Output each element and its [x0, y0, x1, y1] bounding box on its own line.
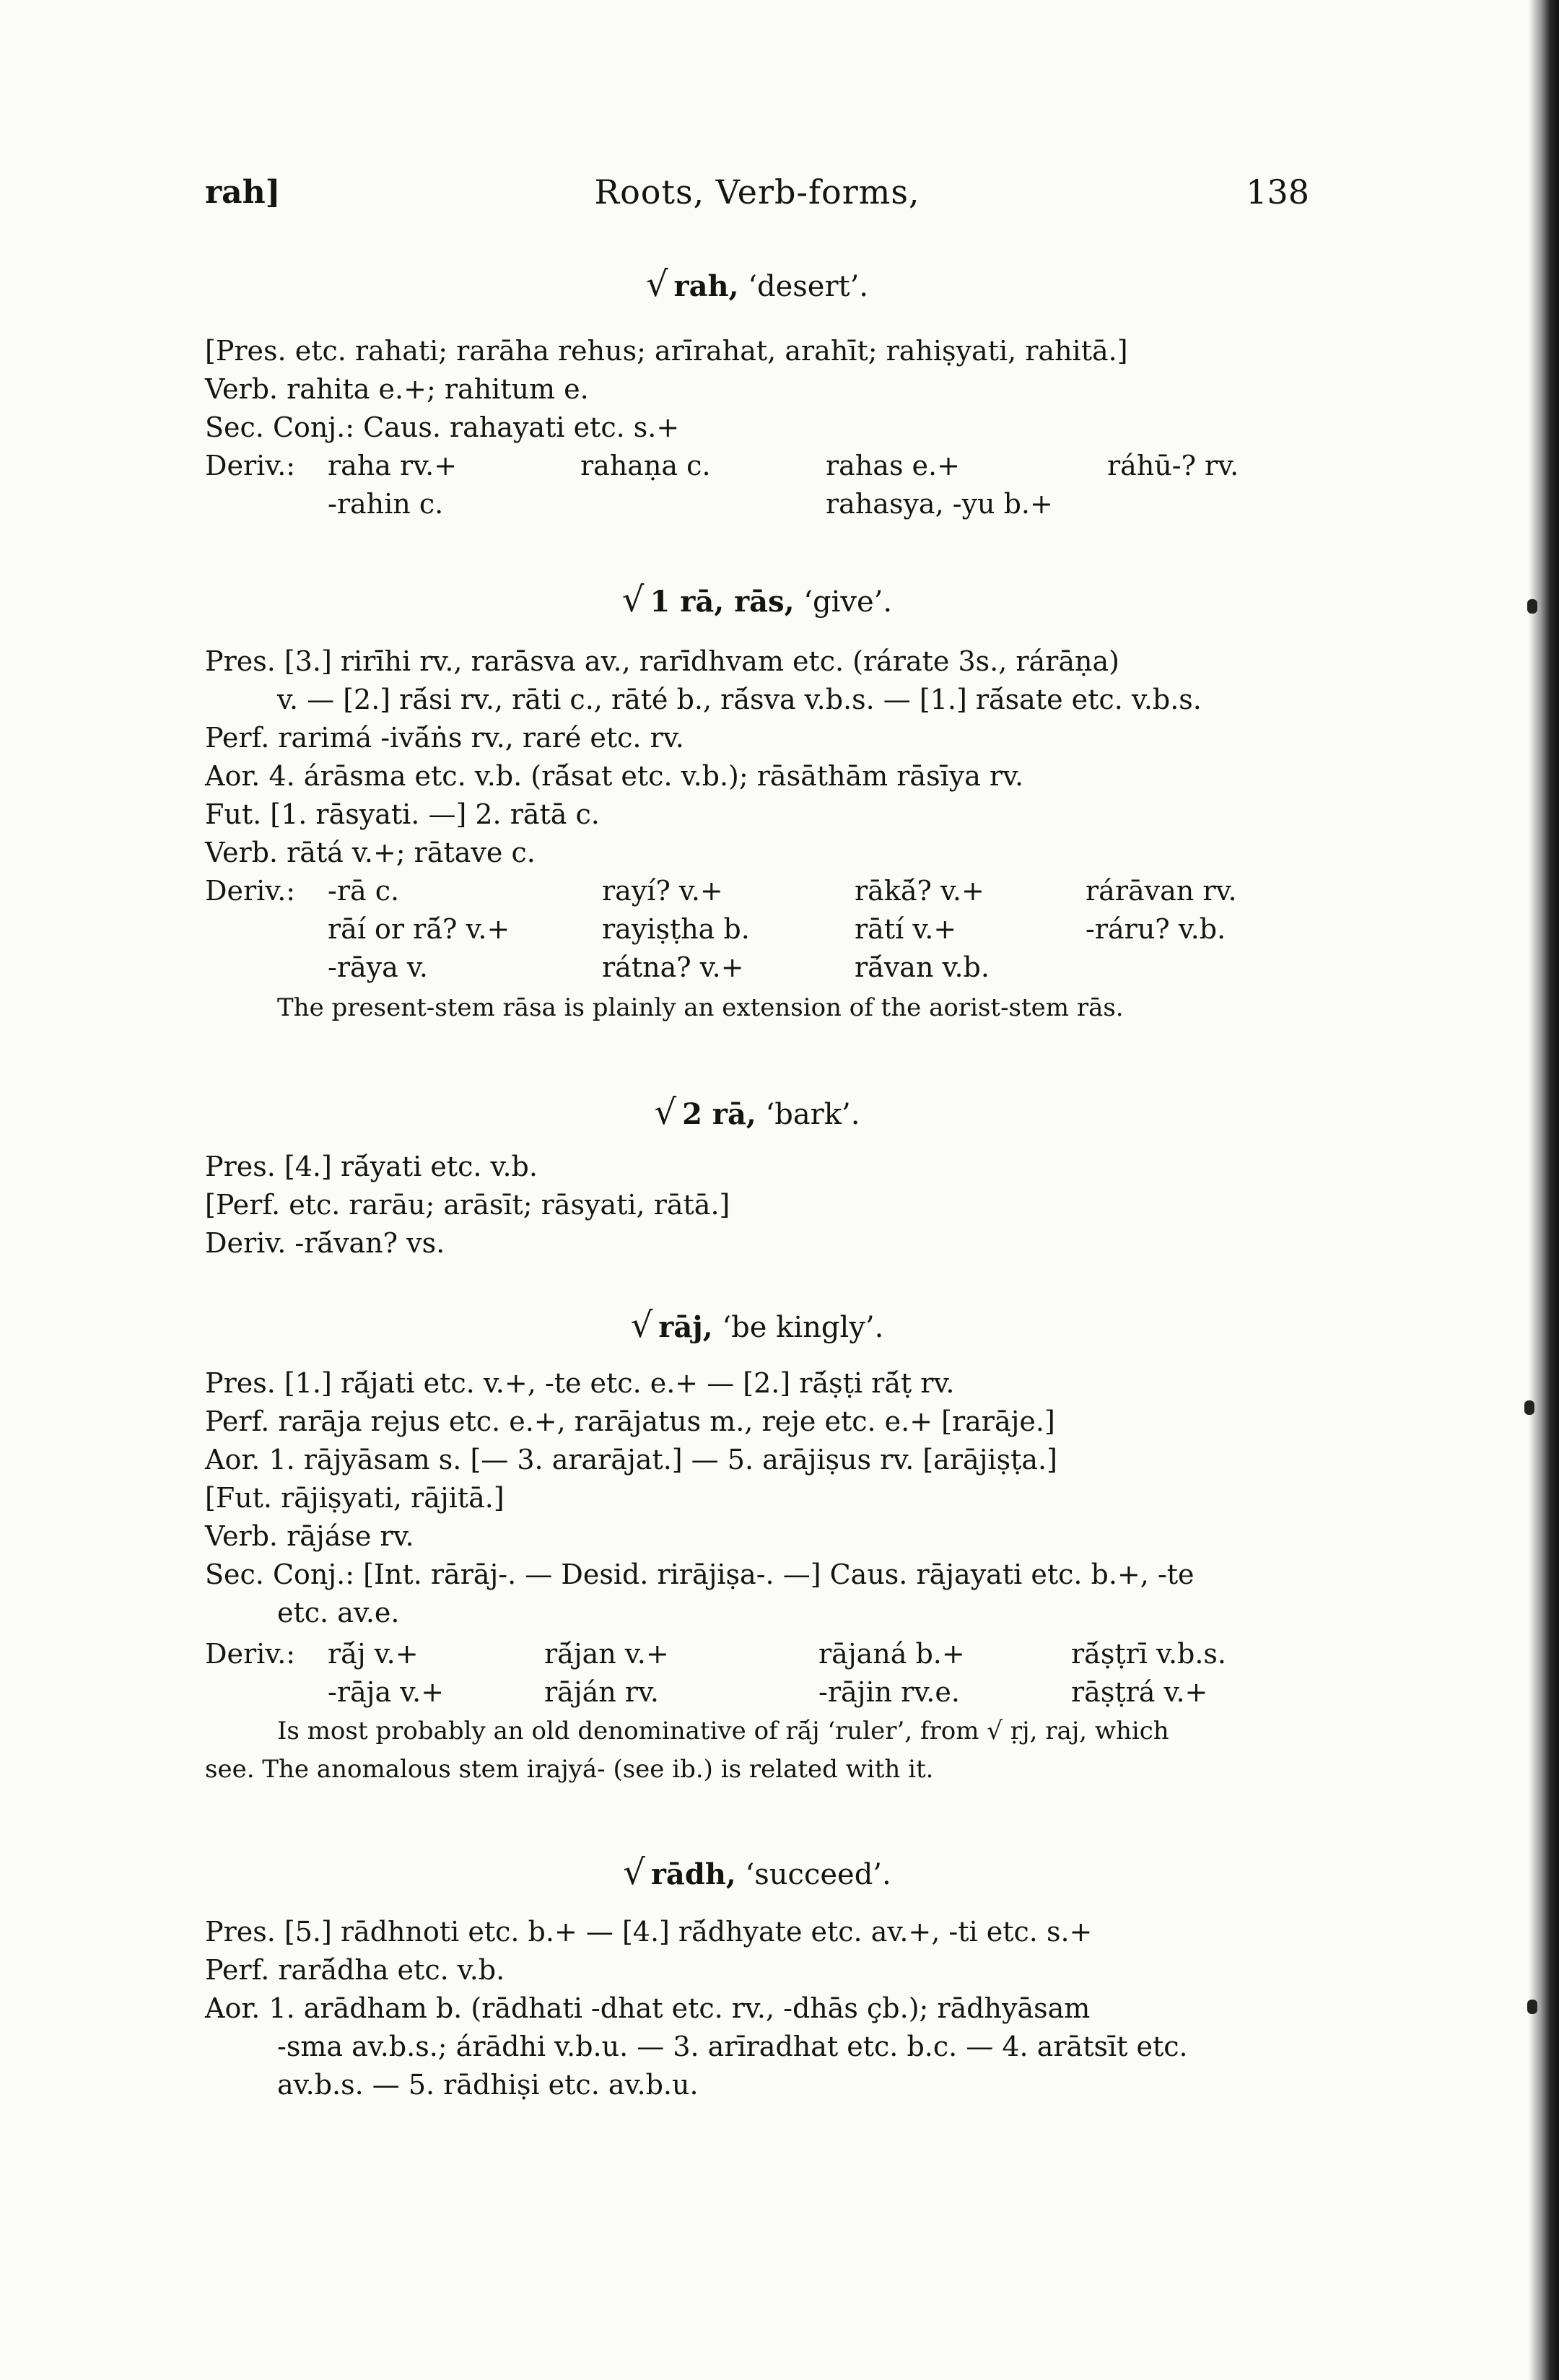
deriv-cell: raha rv.+ — [328, 450, 458, 481]
deriv-cell: rā́van v.b. — [855, 951, 990, 983]
running-header — [205, 173, 1309, 217]
entry-line: [Pres. etc. rahati; rarāha rehus; arīrahat, arahīt; rahiṣyati, rahitā.] — [205, 335, 1128, 367]
entry-line: Aor. 1. rājyāsam s. [— 3. ararājat.] — 5. arājiṣus rv. [arājiṣṭa.] — [205, 1444, 1057, 1475]
entry-note: The present-stem rāsa is plainly an extension of the aorist-stem rās. — [277, 993, 1124, 1022]
entry-body-radh — [205, 1913, 1316, 2104]
deriv-cell: rājaná b.+ — [818, 1638, 965, 1670]
deriv-row — [205, 872, 1316, 910]
deriv-cell: rárāvan rv. — [1086, 875, 1237, 907]
entry-heading-rah: √ rah, ‘desert’. — [645, 264, 869, 305]
root-sign-icon: √ — [645, 264, 668, 305]
deriv-cell: -rāja v.+ — [328, 1676, 445, 1708]
deriv-cell: rayiṣṭha b. — [602, 913, 750, 945]
binding-edge — [1529, 0, 1559, 2380]
entry-body-ra-give — [205, 642, 1316, 872]
deriv-cell: -rā c. — [328, 875, 400, 907]
deriv-row — [205, 949, 1316, 987]
entry-heading-radh: √ rādh, ‘succeed’. — [623, 1852, 891, 1893]
entry-line: Verb. rājáse rv. — [205, 1520, 414, 1552]
root-sign-icon: √ — [654, 1092, 677, 1133]
entry-line: Pres. [5.] rādhnoti etc. b.+ — [4.] rā́dhyate etc. av.+, -ti etc. s.+ — [205, 1916, 1093, 1948]
deriv-cell: rāí or rā́? v.+ — [328, 913, 510, 945]
derivatives-rah — [205, 447, 1316, 523]
entry-line: Sec. Conj.: [Int. rārāj-. — Desid. rirājiṣa-. —] Caus. rājayati etc. b.+, -te — [205, 1559, 1195, 1590]
deriv-cell: ráhū-? rv. — [1107, 450, 1239, 481]
root-sign-icon: √ — [623, 1852, 645, 1893]
deriv-label: Deriv.: — [205, 1638, 296, 1670]
scan-speck — [1527, 2000, 1537, 2014]
entry-heading-ra-bark: √ 2 rā, ‘bark’. — [654, 1092, 860, 1133]
deriv-cell: -rājin rv.e. — [818, 1676, 960, 1708]
deriv-cell: rahas e.+ — [826, 450, 960, 481]
deriv-cell: rahaṇa c. — [580, 450, 711, 481]
deriv-row — [205, 910, 1316, 949]
entry-note-line: see. The anomalous stem irajyá- (see ib.) is related with it. — [205, 1755, 934, 1784]
deriv-cell: rā́j v.+ — [328, 1638, 419, 1670]
root-sign-icon: √ — [621, 580, 645, 620]
entry-heading-raj: √ rāj, ‘be kingly’. — [630, 1305, 884, 1346]
deriv-cell: rátna? v.+ — [602, 951, 744, 983]
deriv-cell: -ráru? v.b. — [1086, 913, 1226, 945]
entry-line: Verb. rahita e.+; rahitum e. — [205, 373, 589, 405]
entry-line: Deriv. -rā́van? vs. — [205, 1227, 445, 1259]
deriv-label: Deriv.: — [205, 875, 296, 907]
deriv-row — [205, 1673, 1316, 1712]
deriv-cell: rahasya, -yu b.+ — [826, 488, 1053, 520]
deriv-cell: rātí v.+ — [855, 913, 957, 945]
derivatives-raj — [205, 1635, 1316, 1712]
deriv-cell: rāján rv. — [544, 1676, 660, 1708]
deriv-cell: rākā́? v.+ — [855, 875, 984, 907]
deriv-label: Deriv.: — [205, 450, 296, 481]
root-sign-icon: √ — [630, 1305, 653, 1346]
entry-line: Aor. 4. árāsma etc. v.b. (rā́sat etc. v.b.); rāsāthām rāsīya rv. — [205, 760, 1024, 792]
entry-body-rah — [205, 332, 1316, 447]
scan-speck — [1527, 599, 1537, 614]
entry-line: Perf. rarimá -ivā́ṅs rv., raré etc. rv. — [205, 722, 684, 754]
deriv-cell: -rāya v. — [328, 951, 428, 983]
header-left: rah] — [205, 174, 281, 211]
entry-note-line: Is most probably an old denominative of rā́j ‘ruler’, from √ ṛj, raj, which — [277, 1717, 1169, 1745]
entry-body-ra-bark — [205, 1148, 1316, 1263]
deriv-cell: rāṣṭrá v.+ — [1071, 1676, 1208, 1708]
deriv-cell: -rahin c. — [328, 488, 444, 520]
entry-line: Pres. [4.] rā́yati etc. v.b. — [205, 1151, 538, 1182]
entry-line: av.b.s. — 5. rādhiṣi etc. av.b.u. — [277, 2069, 699, 2101]
derivatives-ra-give — [205, 872, 1316, 987]
entry-line: Perf. rarā́dha etc. v.b. — [205, 1954, 505, 1986]
entry-line: Aor. 1. arādham b. (rādhati -dhat etc. rv., -dhās çb.); rādhyāsam — [205, 1992, 1091, 2024]
entry-line: Sec. Conj.: Caus. rahayati etc. s.+ — [205, 411, 680, 443]
entry-line: -sma av.b.s.; árādhi v.b.u. — 3. arīradhat etc. b.c. — 4. arātsīt etc. — [277, 2031, 1188, 2062]
header-title: Roots, Verb-forms, — [594, 173, 920, 212]
entry-line: Perf. rarāja rejus etc. e.+, rarājatus m., reje etc. e.+ [rarāje.] — [205, 1405, 1055, 1437]
deriv-row — [205, 485, 1316, 523]
entry-line: Verb. rātá v.+; rātave c. — [205, 837, 536, 868]
entry-line: etc. av.e. — [277, 1597, 400, 1629]
entry-line: [Fut. rājiṣyati, rājitā.] — [205, 1482, 505, 1514]
entry-line: Pres. [1.] rā́jati etc. v.+, -te etc. e.+ — [2.] rā́ṣṭi rā́ṭ rv. — [205, 1367, 955, 1399]
entry-line: [Perf. etc. rarāu; arāsīt; rāsyati, rātā.] — [205, 1189, 730, 1221]
deriv-cell: rā́ṣṭrī v.b.s. — [1071, 1638, 1227, 1670]
deriv-row — [205, 1635, 1316, 1673]
deriv-cell: rā́jan v.+ — [544, 1638, 669, 1670]
scan-speck — [1524, 1400, 1534, 1415]
page-number: 138 — [1246, 173, 1309, 212]
deriv-row — [205, 447, 1316, 485]
entry-line: Pres. [3.] rirīhi rv., rarāsva av., rarīdhvam etc. (rárate 3s., rárāṇa) — [205, 645, 1119, 677]
entry-line: v. — [2.] rā́si rv., rāti c., rāté b., rā́sva v.b.s. — [1.] rā́sate etc. v.b.s. — [277, 684, 1202, 715]
entry-line: Fut. [1. rāsyati. —] 2. rātā c. — [205, 798, 600, 830]
entry-body-raj — [205, 1364, 1316, 1632]
entry-heading-ra-give: √ 1 rā, rās, ‘give’. — [621, 580, 893, 620]
deriv-cell: rayí? v.+ — [602, 875, 723, 907]
